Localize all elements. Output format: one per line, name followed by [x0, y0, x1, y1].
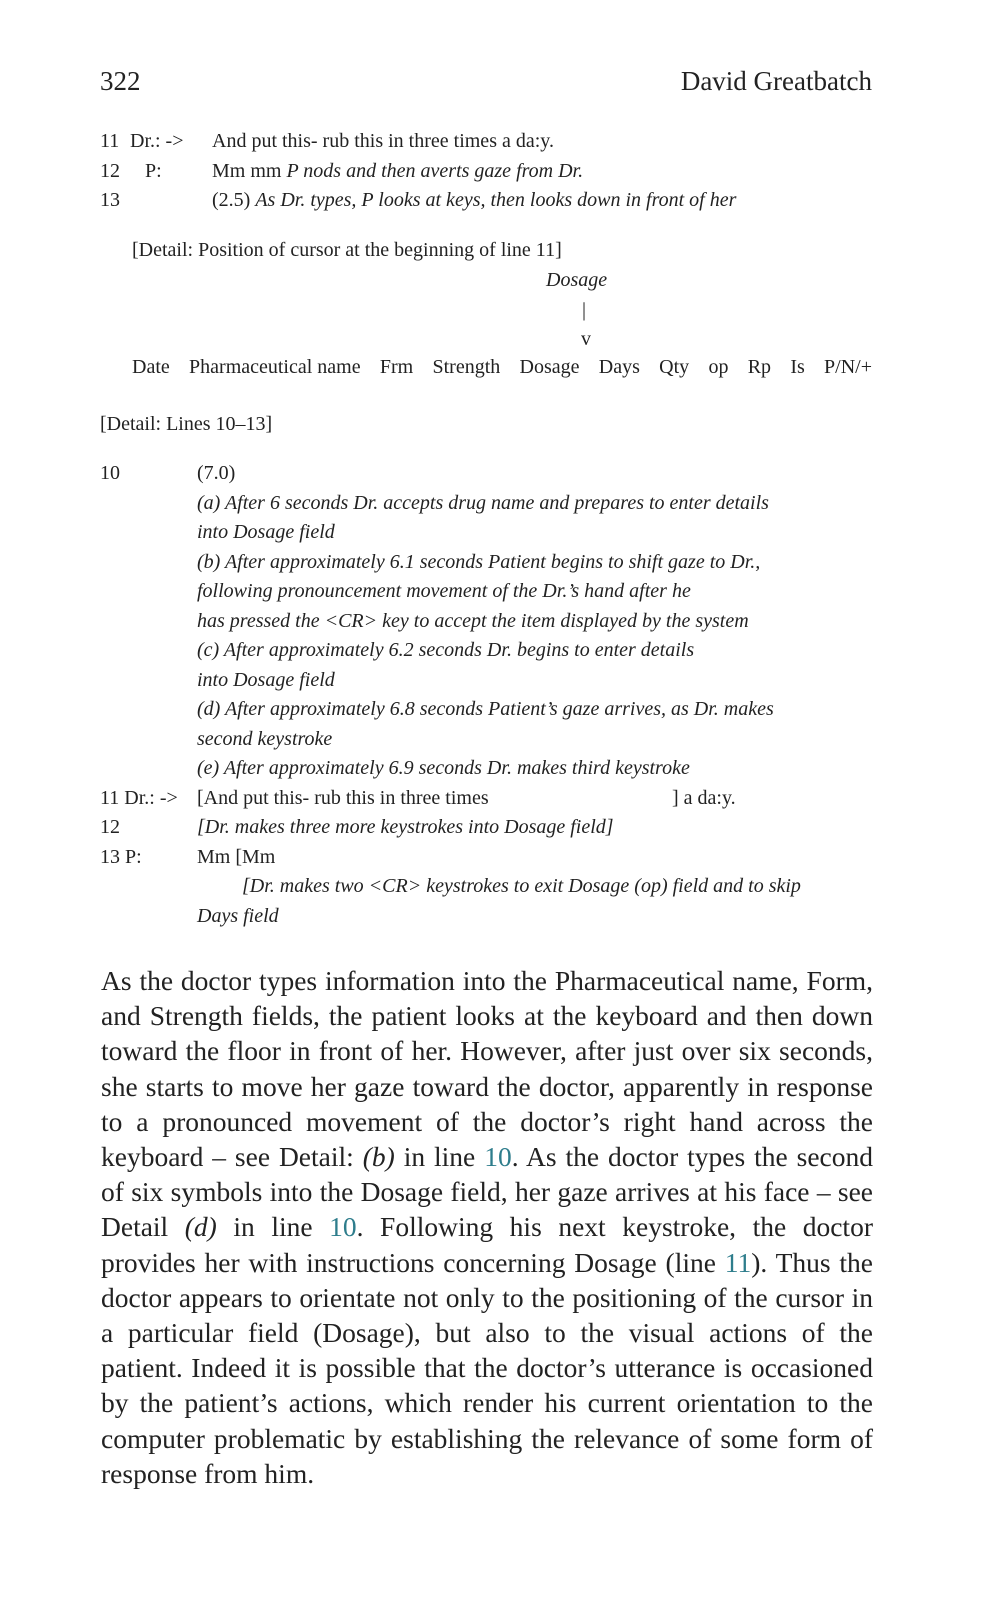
detail-note: second keystroke	[197, 728, 333, 750]
action-note: Days field	[197, 905, 279, 927]
field-column: Is	[790, 356, 805, 378]
line-number: 11 Dr.: ->	[100, 787, 178, 809]
cursor-label: Dosage	[546, 269, 608, 291]
body-text-segment: . As the doctor types the second of six symbols into the Dosage field, her gaze arrives at his face – see Detail	[101, 1141, 873, 1243]
body-text-segment: As the doctor types information into the Pharmaceutical name, Form, and Strength fields, the patient looks at the keyboard and then down toward the floor in front of her. However, after just over six seconds, she starts to move her gaze toward the doctor, apparently in response to a pronounced movement of the doctor’s right hand across the keyboard – see Detail:	[101, 965, 873, 1173]
line-ref-link[interactable]: 11	[724, 1246, 752, 1278]
body-text-segment: in line	[394, 1141, 485, 1173]
detail-heading: [Detail: Lines 10–13]	[100, 413, 273, 435]
utterance-text: Mm mm	[212, 160, 287, 182]
detail-ref: (b)	[362, 1141, 395, 1173]
field-column: P/N/+	[824, 356, 872, 378]
line-number: 10	[100, 462, 120, 484]
action-note: [Dr. makes three more keystrokes into Dosage field]	[197, 816, 614, 838]
utterance: [And put this- rub this in three times	[197, 787, 489, 809]
utterance	[212, 186, 736, 216]
field-columns	[132, 356, 872, 379]
line-ref-link[interactable]: 10	[329, 1211, 357, 1243]
cursor-bar: |	[582, 299, 587, 321]
line-number: 11	[100, 130, 120, 152]
field-column: Qty	[659, 356, 690, 378]
line-ref-link[interactable]: 10	[484, 1141, 512, 1173]
pause: (7.0)	[197, 462, 236, 484]
line-number: 13 P:	[100, 846, 142, 868]
field-column: Strength	[432, 356, 501, 378]
speaker: P:	[145, 160, 162, 182]
detail-note: (d) After approximately 6.8 seconds Patient’s gaze arrives, as Dr. makes	[197, 698, 774, 720]
field-column: Rp	[747, 356, 772, 378]
field-column: Date	[132, 356, 170, 378]
detail-note: has pressed the <CR> key to accept the item displayed by the system	[197, 610, 749, 632]
utterance: And put this- rub this in three times a da:y.	[212, 130, 554, 152]
line-number: 13	[100, 189, 120, 211]
body-text-segment: ). Thus the doctor appears to orientate not only to the positioning of the cursor in a particular field (Dosage), but also to the visual actions of the patient. Indeed it is possible that the doctor’s utterance is occasioned by the patient’s actions, which render his current orientation to the computer problematic by establishing the relevance of some form of response from him.	[101, 1246, 873, 1489]
utterance-end: ] a da:y.	[672, 787, 736, 809]
detail-heading: [Detail: Position of cursor at the beginning of line 11]	[132, 239, 562, 261]
detail-ref: (d)	[184, 1211, 217, 1243]
detail-note: (a) After 6 seconds Dr. accepts drug name and prepares to enter details	[197, 492, 769, 514]
field-column: Dosage	[519, 356, 580, 378]
action-note: [Dr. makes two <CR> keystrokes to exit Dosage (op) field and to skip	[242, 875, 801, 897]
field-column: Pharmaceutical name	[189, 356, 361, 378]
field-column: Days	[598, 356, 640, 378]
running-head: David Greatbatch	[680, 66, 872, 96]
field-column: op	[708, 356, 729, 378]
body-text-segment: in line	[216, 1211, 330, 1243]
utterance	[212, 157, 583, 187]
action-note: P nods and then averts gaze from Dr.	[286, 160, 584, 182]
body-text-segment: . Following his next keystroke, the doctor provides her with instructions concerning Dosage (line	[101, 1211, 873, 1278]
detail-note: (b) After approximately 6.1 seconds Patient begins to shift gaze to Dr.,	[197, 551, 761, 573]
detail-note: into Dosage field	[197, 669, 335, 691]
detail-note: following pronouncement movement of the Dr.’s hand after he	[197, 580, 691, 602]
detail-note: into Dosage field	[197, 521, 335, 543]
action-note: As Dr. types, P looks at keys, then looks down in front of her	[255, 189, 737, 211]
speaker: Dr.: ->	[130, 130, 184, 152]
body-paragraph	[101, 963, 873, 1491]
cursor-arrow: v	[581, 328, 591, 350]
line-number: 12	[100, 816, 120, 838]
page-number: 322	[100, 66, 141, 96]
detail-note: (e) After approximately 6.9 seconds Dr. makes third keystroke	[197, 757, 690, 779]
utterance: Mm [Mm	[197, 846, 276, 868]
detail-note: (c) After approximately 6.2 seconds Dr. begins to enter details	[197, 639, 695, 661]
pause: (2.5)	[212, 189, 256, 211]
field-column: Frm	[379, 356, 414, 378]
line-number: 12	[100, 160, 120, 182]
